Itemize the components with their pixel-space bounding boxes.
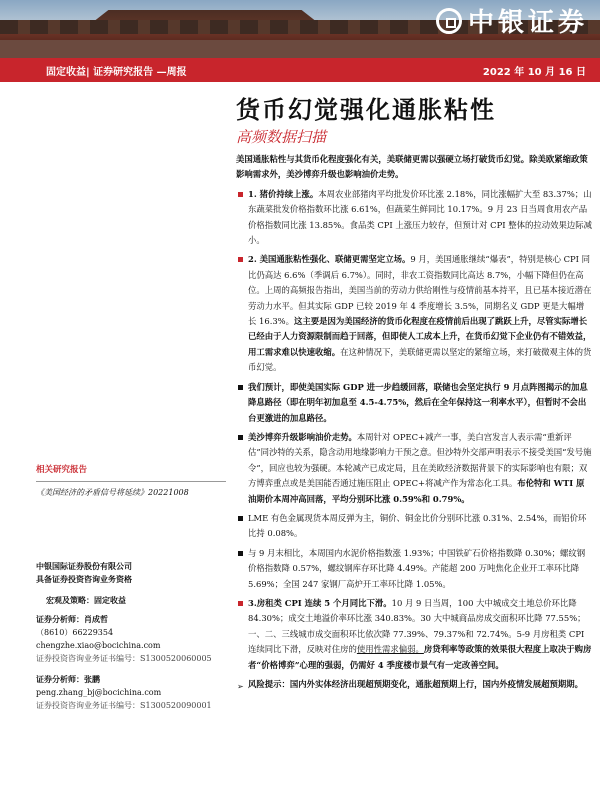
analyst-1-email[interactable]: chengzhe.xiao@bocichina.com [36,641,161,650]
analyst-2-cert: 证券投资咨询业务证书编号：S1300520090001 [36,701,212,710]
company-name: 中银国际证券股份有限公司 [36,561,132,571]
point-1 [236,187,592,249]
point-7-text: 10 月 9 日当周，100 大中城成交土地总价环比降 84.30%；成交土地溢价率环比涨 340.83%。30 大中城商品房成交面积环比降 77.55%；一、二、三线城市成交面积环比依次降 77.39%、79.37%和 72.74%。5-9 月房租类 CPI 连续同比下滑，反映对住房的 [248,597,586,655]
point-7-bold: 房贷利率等政策的效果很大程度上取决于购房者“价格博弈”心理的强弱，仍需好 4 季度楼市景气有一定改善空间。 [248,644,592,670]
point-4-bold: 布伦特和 WTI 原油期价本周冲高回落，平均分别环比涨 0.59%和 0.79%。 [248,478,585,504]
risk-warning [236,677,592,692]
department: 宏观及策略：固定收益 [46,595,126,605]
report-date: 2022 年 10 月 16 日 [482,66,586,78]
point-6: 与 9 月末相比，本周国内水泥价格指数涨 1.93%；中国铁矿石价格指数降 0.30%；螺纹钢价格指数降 0.57%，螺纹钢库存环比降 4.49%。产能超 200 万吨焦化企业开工率环比降 5.69%；全国 247 家钢厂高炉开工率环比降 1.05%。 [236,546,592,592]
point-4 [236,430,592,507]
point-2 [236,252,592,375]
point-7-underline: 使用性需求偏弱。 [356,644,424,655]
divider [36,481,226,482]
point-4-head: 美沙博弈升级影响油价走势。 [248,431,357,442]
report-category: 固定收益| 证券研究报告 —周报 [46,66,187,78]
company-info [36,560,226,712]
point-1-head: 1. 猪价持续上涨。 [248,188,319,199]
point-2-tail: 在这种情况下，美联储更需以坚定的紧缩立场，来打破微观主体的货币幻觉。 [248,346,592,373]
analyst-1-cert: 证券投资咨询业务证书编号：S1300520060005 [36,654,212,663]
point-3 [236,380,592,426]
brand-logo [436,2,588,39]
point-1-text: 本周农业部猪肉平均批发价环比涨 2.18%，同比涨幅扩大至 83.37%；山东蔬菜批发价格指数环比涨 6.61%，但蔬菜生鲜同比 10.17%。9 月 23 日当周食用农产品价格指数同比涨 13.85%。食品类 CPI 上涨压力较存，但预计对 CPI 整体的拉动效果边际减小。 [248,188,592,246]
analyst-2-name: 证券分析师：张鹏 [36,674,100,684]
point-4-text: 本周针对 OPEC+减产一事，美白宫发言人表示需“重新评估”同沙特的关系，隐含动用地缘影响力干预之意。但沙特外交部声明表示不接受美国“发号施令”，回应也较为强硬。本轮减产已成定局，且在美欧经济数据背景下的实际影响也有限；双方博弈重点或是美国能否通过施压阻止 OPEC+将减产作为常态化工具。 [248,431,592,489]
analyst-2-email[interactable]: peng.zhang_bj@bocichina.com [36,688,162,697]
point-7-head: 3.房租类 CPI 连续 5 个月同比下滑。 [248,597,392,608]
risk-label: 风险提示： [248,679,290,689]
report-category-bar [0,58,600,82]
summary: 美国通胀粘性与其货币化程度强化有关，美联储更需以强硬立场打破货币幻觉。除美欧紧缩政策影响需求外，美沙博弈升级也影响油价走势。 [236,154,588,180]
report-subtitle: 高频数据扫描 [236,128,327,146]
related-title: 相关研究报告 [36,465,88,475]
related-item[interactable]: 《美国经济的矛盾信号将延续》20221008 [36,488,189,497]
risk-text: 国内外实体经济出现超预期变化，通胀超预期上行，国内外疫情发展超预期期。 [289,679,583,689]
point-7 [236,596,592,673]
point-2-head: 2. 美国通胀粘性强化、联储更需坚定立场。 [248,254,411,265]
report-body [236,152,592,696]
ground-illustration [0,40,600,58]
point-2-text: 9 月，美国通胀继续“爆表”，特别是核心 CPI 同比仍高达 6.6%（季调后 6.7%）。同时，非农工资指数同比高达 8.7%，小幅下降但仍在高位。上周的高频报告指出，美国当前的劳动力供给刚性与疫情前基本持平，且已基本接近潜在劳动力水平。但其实际 GDP 已较 2019 年 4 季度增长 3.5%，同期名义 GDP 更是大幅增长 16.3%。 [248,254,592,327]
header-banner [0,0,600,58]
qualification: 具备证券投资咨询业务资格 [36,574,132,584]
boc-logo-icon [436,8,462,34]
report-title: 货币幻觉强化通胀粘性 [236,95,496,124]
point-5: LME 有色金属现货本周反弹为主，铜价、铜金比价分别环比涨 0.31%、2.54%，而铝价环比持 0.08%。 [236,511,592,542]
point-3-text: 我们预计，即使美国实际 GDP 进一步趋缓回落，联储也会坚定执行 9 月点阵图揭示的加息降息路径（即在明年初加息至 4.5-4.75%，然后在全年保持这一利率水平），但暂时不会出台更激进的加息路径。 [248,381,588,423]
related-reports [36,464,226,499]
analyst-1-name: 证券分析师：肖成哲 [36,614,108,624]
brand-name: 中银证券 [467,8,588,38]
analyst-1-phone: （8610）66229354 [36,628,114,637]
point-2-bold: 这主要是因为美国经济的货币化程度在疫情前后出现了跳跃上升，尽管实际增长已经由于人力资源限制而趋于回落，但即使人工成本上升，在货币幻觉下企业仍有不错效益，用工需求难以快速收缩。 [248,316,592,357]
